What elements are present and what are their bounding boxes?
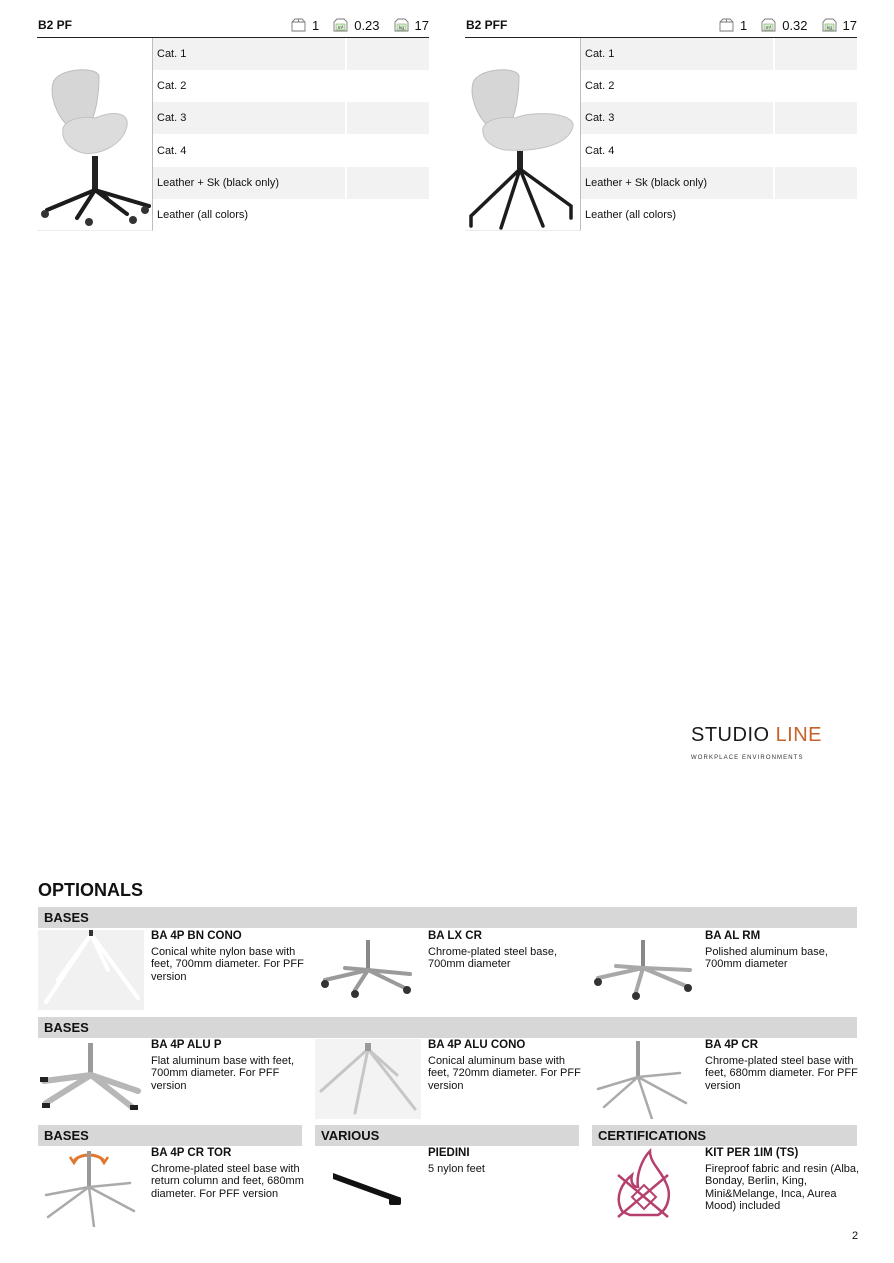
logo-tagline: WORKPLACE ENVIRONMENTS <box>691 755 804 761</box>
volume-value: 0.32 <box>782 17 808 33</box>
optional-item <box>592 1039 862 1123</box>
optional-item <box>315 1039 585 1123</box>
section-bar-various: VARIOUS <box>315 1125 579 1146</box>
table-row: Cat. 3 <box>581 102 857 134</box>
table-row: Leather (all colors) <box>153 199 429 231</box>
item-desc: Conical aluminum base with feet, 720mm diameter. For PFF version <box>428 1054 581 1092</box>
fireproof-certification-icon <box>592 1147 698 1227</box>
item-desc: Chrome-plated steel base with feet, 680mm diameter. For PFF version <box>705 1054 858 1092</box>
base-nylon-cone-image <box>38 930 144 1010</box>
volume-icon <box>333 18 348 32</box>
table-row: Cat. 3 <box>153 102 429 134</box>
item-code: KIT PER 1IM (TS) <box>705 1147 799 1159</box>
table-row: Cat. 4 <box>581 134 857 166</box>
base-chrome-5-star-image <box>315 930 421 1010</box>
weight-stat <box>822 18 857 33</box>
product-stats <box>283 18 429 33</box>
logo-studio-text: STUDIO <box>691 723 770 746</box>
package-qty: 1 <box>311 17 320 33</box>
svg-text:kg: kg <box>398 25 404 30</box>
item-desc: 5 nylon feet <box>428 1162 485 1175</box>
optional-item <box>315 930 585 1014</box>
section-bar-bases: BASES <box>38 907 857 928</box>
optional-item <box>38 930 308 1014</box>
optional-item <box>38 1147 308 1231</box>
package-stat <box>291 18 319 33</box>
base-chrome-return-image <box>38 1147 144 1227</box>
base-aluminum-image <box>592 930 698 1010</box>
base-aluminum-cone-image <box>315 1039 421 1119</box>
logo-line-text: LINE <box>775 723 823 746</box>
nylon-foot-image <box>315 1147 421 1227</box>
item-desc: Flat aluminum base with feet, 700mm diameter. For PFF version <box>151 1054 295 1092</box>
volume-icon <box>761 18 776 32</box>
item-code: BA 4P ALU P <box>151 1039 222 1051</box>
item-desc: Chrome-plated steel base with return column and feet, 680mm diameter. For PFF version <box>151 1162 304 1200</box>
item-code: BA 4P CR TOR <box>151 1147 232 1159</box>
section-bar-certifications: CERTIFICATIONS <box>592 1125 857 1146</box>
product-header <box>37 13 429 38</box>
table-row: Cat. 1 <box>153 38 429 70</box>
page-number: 2 <box>852 1230 859 1242</box>
table-row: Cat. 1 <box>581 38 857 70</box>
product-stats <box>711 18 857 33</box>
volume-value: 0.23 <box>354 17 380 33</box>
base-aluminum-flat-image <box>38 1039 144 1119</box>
item-code: BA LX CR <box>428 930 482 942</box>
volume-stat <box>761 18 807 33</box>
item-desc: Conical white nylon base with feet, 700mm diameter. For PFF version <box>151 945 304 983</box>
table-row: Cat. 4 <box>153 134 429 166</box>
optional-item <box>38 1039 308 1123</box>
svg-text:kg: kg <box>826 25 832 30</box>
svg-text:m³: m³ <box>766 25 772 30</box>
box-icon <box>719 18 734 32</box>
chair-4-leg-image <box>465 38 581 231</box>
package-stat <box>719 18 747 33</box>
product-header <box>465 13 857 38</box>
table-row: Leather + Sk (black only) <box>153 167 429 199</box>
studioline-logo <box>691 722 823 761</box>
weight-icon <box>822 18 837 32</box>
item-code: BA AL RM <box>705 930 761 942</box>
weight-value: 17 <box>414 17 429 33</box>
chair-swivel-image <box>37 38 153 231</box>
weight-stat <box>394 18 429 33</box>
table-row: Cat. 2 <box>581 70 857 102</box>
optional-item <box>315 1147 585 1231</box>
item-code: BA 4P CR <box>705 1039 759 1051</box>
package-qty: 1 <box>739 17 748 33</box>
svg-text:m³: m³ <box>338 25 344 30</box>
weight-value: 17 <box>842 17 857 33</box>
base-chrome-4-leg-image <box>592 1039 698 1119</box>
item-code: BA 4P BN CONO <box>151 930 242 942</box>
product-b2-pf <box>37 13 429 231</box>
optional-item <box>592 930 862 1014</box>
item-desc: Chrome-plated steel base, 700mm diameter <box>428 945 558 970</box>
item-desc: Fireproof fabric and resin (Alba, Bonday, Berlin, King, Mini&Melange, Inca, Aurea Mood) included <box>705 1162 860 1212</box>
product-code: B2 PFF <box>466 18 508 32</box>
volume-stat <box>333 18 379 33</box>
fabric-category-table <box>581 38 857 231</box>
optionals-title: OPTIONALS <box>38 880 144 900</box>
item-code: BA 4P ALU CONO <box>428 1039 526 1051</box>
product-code: B2 PF <box>38 18 73 32</box>
item-code: PIEDINI <box>428 1147 470 1159</box>
weight-icon <box>394 18 409 32</box>
optional-item <box>592 1147 862 1231</box>
section-bar-bases: BASES <box>38 1125 302 1146</box>
item-desc: Polished aluminum base, 700mm diameter <box>705 945 828 970</box>
box-icon <box>291 18 306 32</box>
table-row: Cat. 2 <box>153 70 429 102</box>
table-row: Leather + Sk (black only) <box>581 167 857 199</box>
fabric-category-table <box>153 38 429 231</box>
section-bar-bases: BASES <box>38 1017 857 1038</box>
table-row: Leather (all colors) <box>581 199 857 231</box>
product-b2-pff <box>465 13 857 231</box>
